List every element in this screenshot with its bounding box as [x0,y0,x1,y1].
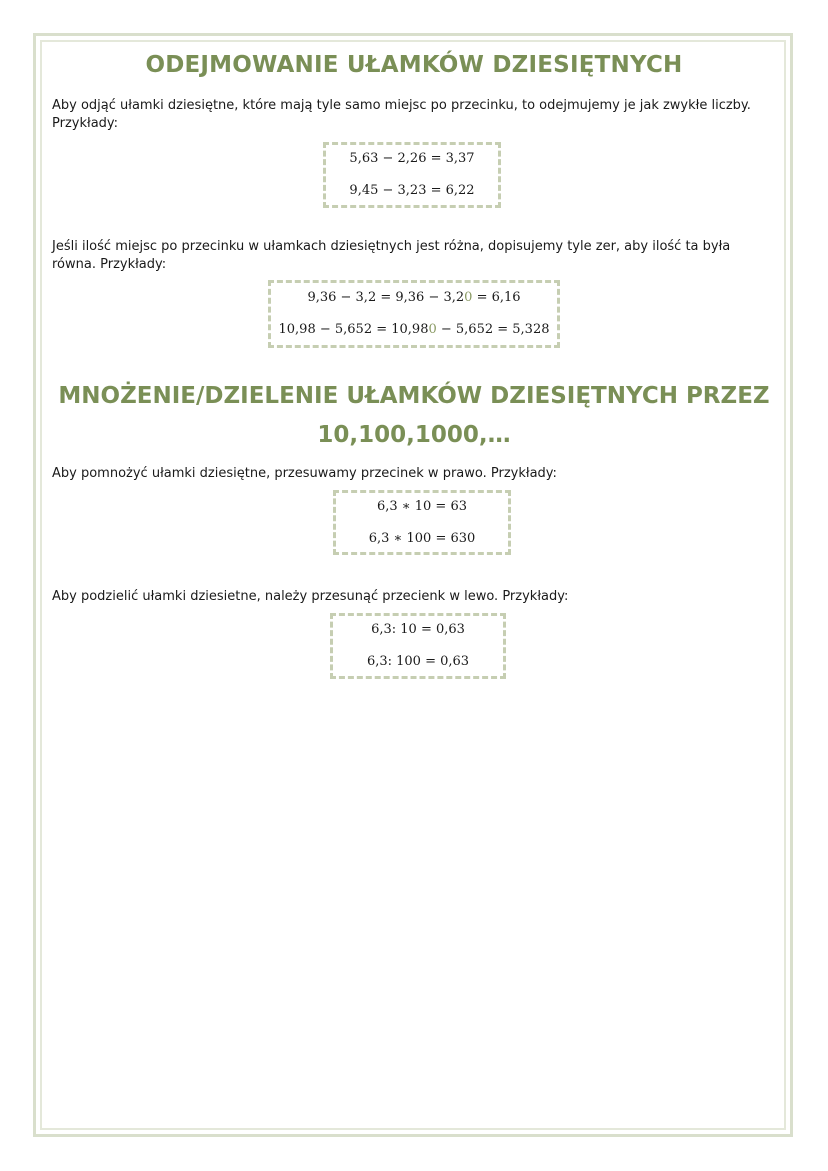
equation: 6,3 ∗ 10 = 63 [376,498,468,514]
equation: 6,3: 10 = 0,63 [371,622,465,637]
equation [307,282,520,314]
subtraction-intro-text: Aby odjąć ułamki dziesiętne, które mają tyle samo miejsc po przecinku, to odejmujemy je jak zwykłe liczby. [52,98,751,113]
added-zero: 0 [428,322,437,337]
equation: 6,3: 100 = 0,63 [366,654,470,669]
equation: 5,63 − 2,26 = 3,37 [349,151,475,166]
subtraction-intro [52,97,772,133]
divide-intro: Aby podzielić ułamki dziesietne, należy przesunąć przecienk w lewo. Przykłady: [52,589,569,604]
multiply-intro: Aby pomnożyć ułamki dziesiętne, przesuwamy przecinek w prawo. Przykłady: [52,466,557,481]
equation-part: − 5,652 = 5,328 [436,322,550,337]
example-box-multiply [333,490,511,555]
equation-part: = 6,16 [472,290,521,305]
example-box-divide [330,613,506,679]
equation: 9,45 − 3,23 = 6,22 [349,183,475,198]
equation-part: 9,36 − 3,2 = 9,36 − 3,2 [307,290,465,305]
example-box-subtraction-equal [323,142,501,208]
added-zero: 0 [464,290,473,305]
section-title-multiplication-line2: 10,100,1000,… [317,422,511,448]
section-title-multiplication: MNOŻENIE/DZIELENIE UŁAMKÓW DZIESIĘTNYCH PRZEZ [58,383,770,409]
equation: 6,3 ∗ 100 = 630 [368,530,476,546]
equation-part: 10,98 − 5,652 = 10,98 [278,322,429,337]
subtraction-unequal-intro: Jeśli ilość miejsc po przecinku w ułamkach dziesiętnych jest różna, dopisujemy tyle zer, aby ilość ta była równa. Przykłady: [52,239,731,272]
examples-label: Przykłady: [52,116,119,131]
section-title-subtraction: ODEJMOWANIE UŁAMKÓW DZIESIĘTNYCH [145,52,683,78]
example-box-subtraction-unequal [268,280,560,348]
equation [279,314,550,346]
